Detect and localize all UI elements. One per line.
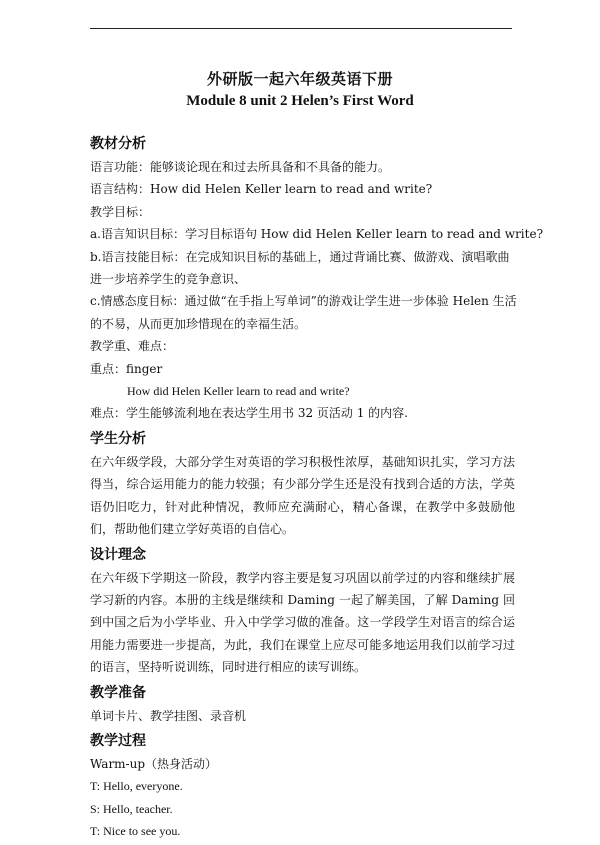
goal-emotion-line-1: c.情感态度目标：通过做“在手指上写单词”的游戏让学生进一步体验 Helen 生活 [90,294,517,309]
section-heading-preparation: 教学准备 [90,684,146,701]
language-structure: 语言结构：How did Helen Keller learn to read and write? [90,182,433,197]
students-analysis-text: 在六年级学段，大部分学生对英语的学习积极性浓厚，基础知识扎实，学习方法得当，综合运用能力的能力较强；有少部分学生还是没有找到合适的方法，学英语仍旧吃力，针对此种情况，教师应充满耐心，精心备课，在教学中多鼓励他们，帮助他们建立学好英语的自信心。 [90,454,515,537]
warmup-label: Warm-up（热身活动） [90,756,218,771]
section-heading-concept: 设计理念 [90,546,146,563]
document-title-chinese: 外研版一起六年级英语下册 [206,70,393,88]
key-point-finger: 重点：finger [90,361,163,376]
design-concept-text: 在六年级下学期这一阶段，教学内容主要是复习巩固以前学过的内容和继续扩展学习新的内容。本册的主线是继续和 Daming 一起了解美国，了解 Daming 回到中国之后为小学毕业、升入中学学习做的准备。这一学段学生对语言的综合运用能力需要进一步提高，为此，我们在课堂上应尽可能多地运用我们以前学习过的语言，坚持听说训练，同时进行相应的读写训练。 [90,570,515,675]
goal-skills-line-1: b.语言技能目标：在完成知识目标的基础上，通过背诵比赛、做游戏、演唱歌曲 [90,249,510,264]
language-function: 语言功能：能够谈论现在和过去所具备和不具备的能力。 [90,160,391,174]
document-body [90,130,544,843]
goal-emotion-line-2: 的不易，从而更加珍惜现在的幸福生活。 [90,316,307,331]
dialogue-line: T: Nice to see you. [90,824,181,839]
section-heading-process: 教学过程 [90,732,146,749]
header-rule [90,28,512,29]
teaching-goals-label: 教学目标： [90,204,151,219]
preparation-text: 单词卡片、教学挂图、录音机 [90,708,247,723]
section-heading-students: 学生分析 [90,430,146,447]
difficulty-point: 难点：学生能够流利地在表达学生用书 32 页活动 1 的内容. [90,406,408,421]
goal-skills-line-2: 进一步培养学生的竞争意识、 [90,272,247,287]
key-points-label: 教学重、难点： [90,339,175,354]
section-heading-materials: 教材分析 [90,136,146,152]
key-point-sentence: How did Helen Keller learn to read and write? [127,384,350,399]
dialogue-line: S: Hello, teacher. [90,801,173,816]
document-title-english: Module 8 unit 2 Helen’s First Word [186,93,414,109]
goal-knowledge: a.语言知识目标：学习目标语句 How did Helen Keller learn to read and write? [90,227,544,242]
dialogue-line: T: Hello, everyone. [90,779,183,794]
